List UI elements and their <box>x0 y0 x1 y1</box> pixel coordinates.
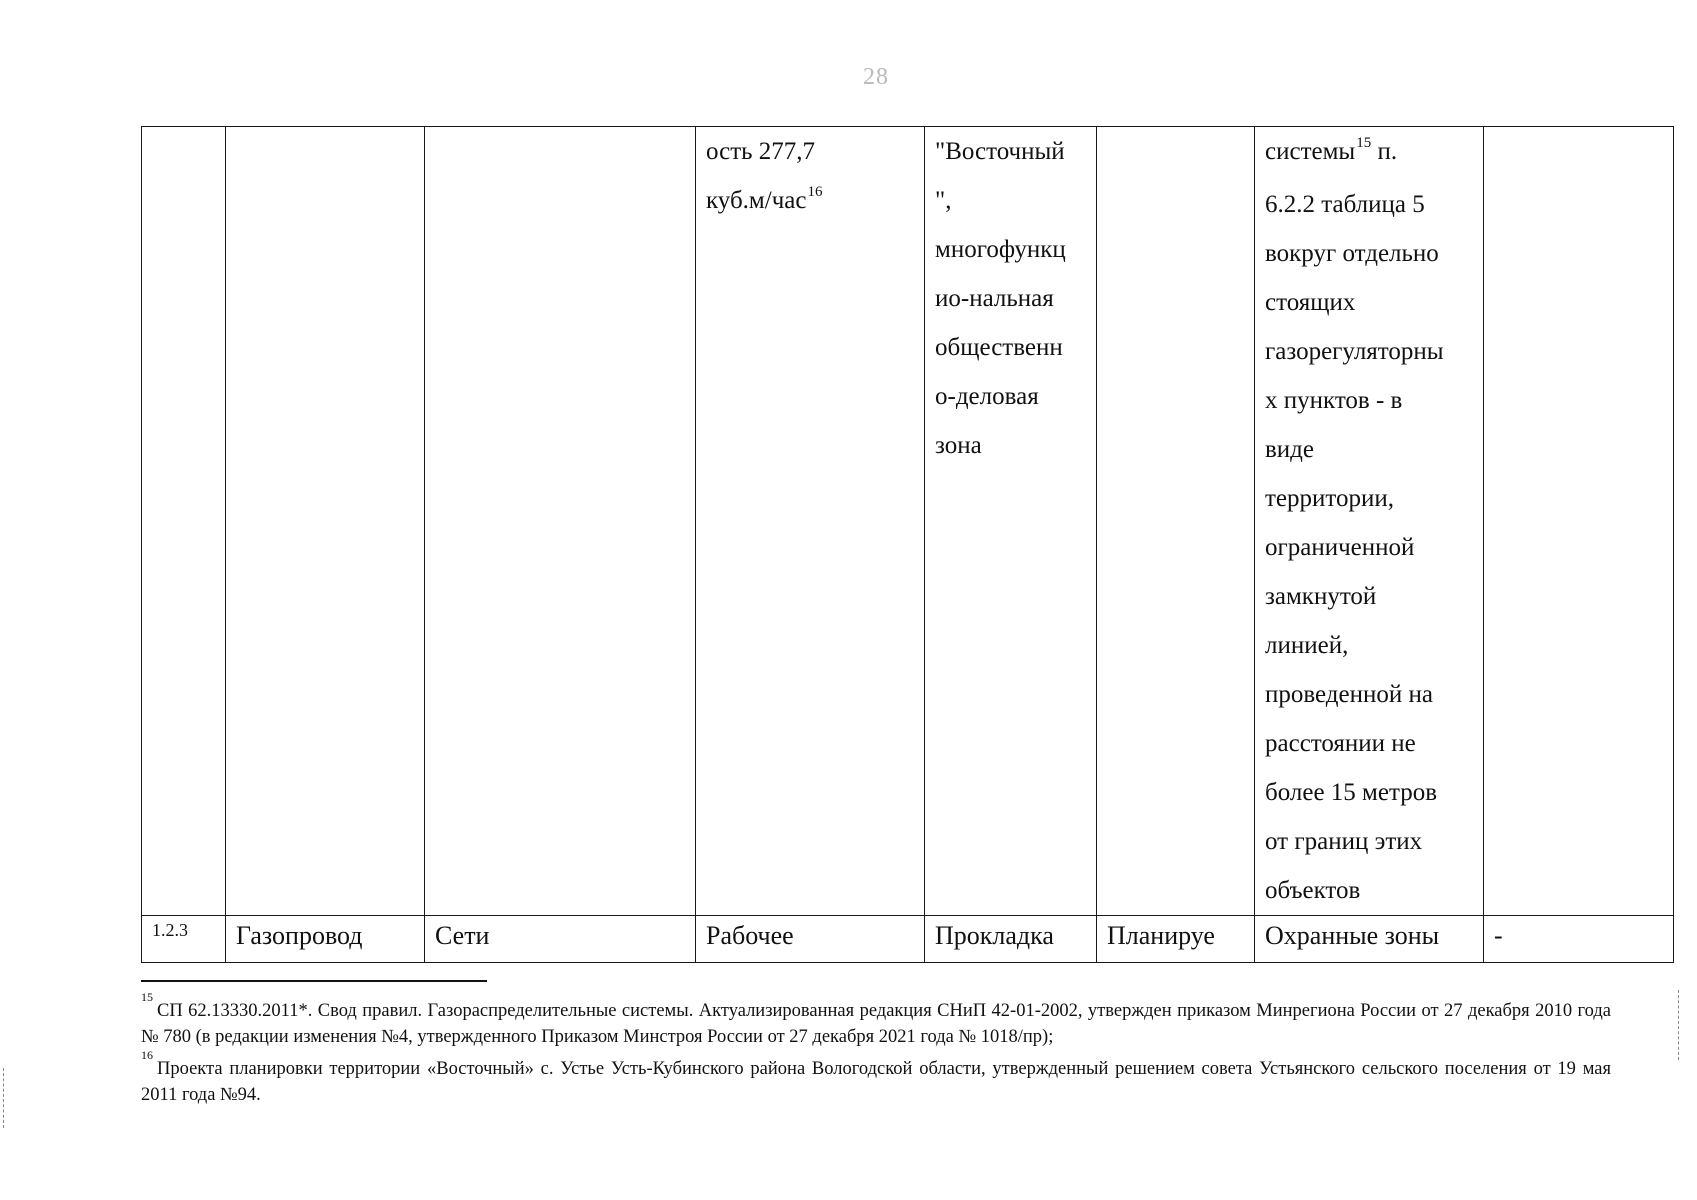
cell-line-text: системы <box>1265 138 1356 165</box>
document-table <box>141 126 1674 963</box>
table-row-continuation <box>142 127 1674 916</box>
cell-text-line <box>1265 376 1473 425</box>
cell-line-text: 6.2.2 таблица 5 <box>1265 191 1425 218</box>
table-row-1-2-3 <box>142 916 1674 963</box>
cell-text-line <box>1265 180 1473 229</box>
cell-text-line <box>1265 817 1473 866</box>
cell-line-text: более 15 метров <box>1265 779 1438 806</box>
cell-name-continued <box>226 127 425 916</box>
cell-line-text: расстоянии не <box>1265 730 1416 757</box>
cell-line-text: зона <box>935 432 982 459</box>
cell-text-line <box>1265 327 1473 376</box>
cell-text-line <box>935 274 1086 323</box>
cell-line-text: объектов <box>1265 877 1361 904</box>
cell-text-line <box>1265 768 1473 817</box>
cell-text-line <box>1265 229 1473 278</box>
cell-text-line <box>1265 670 1473 719</box>
cell-zones-continued <box>1255 127 1484 916</box>
cell-line-text: куб.м/час <box>706 187 807 214</box>
cell-number-continued <box>142 127 226 916</box>
cell-text-line <box>1265 278 1473 327</box>
footnote-mark: 15 <box>141 990 153 1004</box>
cell-text-line <box>935 421 1086 470</box>
cell-location-continued <box>925 127 1097 916</box>
cell-lines <box>706 127 914 229</box>
footnote-mark: 16 <box>141 1048 153 1063</box>
cell-status-continued <box>1097 127 1255 916</box>
cell-line-text: виде <box>1265 436 1314 463</box>
footnote-text: СП 62.13330.2011*. Свод правил. Газораспределительные системы. Актуализированная редакция СНиП 42-01-2002, утвержден приказом Минрегиона России от 27 декабря 2010 года № 780 (в редакции изменения №4, утвержденного Приказом Минстроя России от 27 декабря 2021 года № 1018/пр); <box>141 1001 1611 1048</box>
cell-text-line <box>706 176 914 229</box>
cell-text-line <box>1265 127 1473 180</box>
cell-text-line <box>935 225 1086 274</box>
cell-text-line <box>935 176 1086 225</box>
footnotes <box>141 992 1611 1108</box>
cell-lines <box>1265 127 1473 915</box>
footnote-16 <box>141 1050 1611 1108</box>
footnote-reference: 15 <box>1356 135 1372 151</box>
cell-line-text: "Восточный <box>935 138 1065 165</box>
cell-line-text: стоящих <box>1265 289 1356 316</box>
cell-line-text: газорегуляторны <box>1265 338 1444 365</box>
cell-line-text: ограниченной <box>1265 534 1415 561</box>
cell-text-line <box>935 323 1086 372</box>
page-number: 28 <box>863 64 889 90</box>
cell-status: Планируе <box>1097 916 1255 963</box>
footnote-text: Проекта планировки территории «Восточный» с. Устье Усть-Кубинского района Вологодской области, утвержденный решением совета Устьянского сельского поселения от 19 мая 2011 года №94. <box>141 1059 1611 1106</box>
cell-line-text: общественн <box>935 334 1063 361</box>
cell-line-text: ", <box>935 187 952 214</box>
scan-edge-mark <box>1678 990 1679 1060</box>
cell-text-line <box>706 127 914 176</box>
cell-text-line <box>935 372 1086 421</box>
cell-line-text: замкнутой <box>1265 583 1377 610</box>
cell-parameter-continued <box>696 127 925 916</box>
cell-line-text: о-деловая <box>935 383 1039 410</box>
cell-text-line <box>935 127 1086 176</box>
cell-line-text: линией, <box>1265 632 1349 659</box>
cell-line-text: территории, <box>1265 485 1395 512</box>
cell-line-text: вокруг отдельно <box>1265 240 1439 267</box>
cell-note: - <box>1484 916 1674 963</box>
cell-lines <box>935 127 1086 470</box>
cell-name: Газопровод <box>226 916 425 963</box>
scan-edge-mark <box>3 1068 4 1128</box>
cell-line-text: многофункц <box>935 236 1066 263</box>
cell-line-text: проведенной на <box>1265 681 1433 708</box>
cell-text-line <box>1265 523 1473 572</box>
cell-text-line <box>1265 719 1473 768</box>
footnote-separator <box>141 980 487 982</box>
cell-text-line <box>1265 621 1473 670</box>
cell-line-suffix: п. <box>1371 138 1398 165</box>
cell-text-line <box>1265 866 1473 915</box>
cell-line-text: от границ этих <box>1265 828 1423 855</box>
cell-type-continued <box>425 127 696 916</box>
cell-number: 1.2.3 <box>142 916 226 963</box>
cell-type: Сети <box>425 916 696 963</box>
cell-line-text: х пунктов - в <box>1265 387 1403 414</box>
cell-note-continued <box>1484 127 1674 916</box>
cell-line-text: ио-нальная <box>935 285 1054 312</box>
cell-text-line <box>1265 572 1473 621</box>
cell-line-text: ость 277,7 <box>706 138 816 165</box>
footnote-15 <box>141 992 1611 1050</box>
footnote-reference: 16 <box>807 184 823 200</box>
cell-zones: Охранные зоны <box>1255 916 1484 963</box>
cell-text-line <box>1265 474 1473 523</box>
cell-location: Прокладка <box>925 916 1097 963</box>
cell-parameter: Рабочее <box>696 916 925 963</box>
cell-text-line <box>1265 425 1473 474</box>
